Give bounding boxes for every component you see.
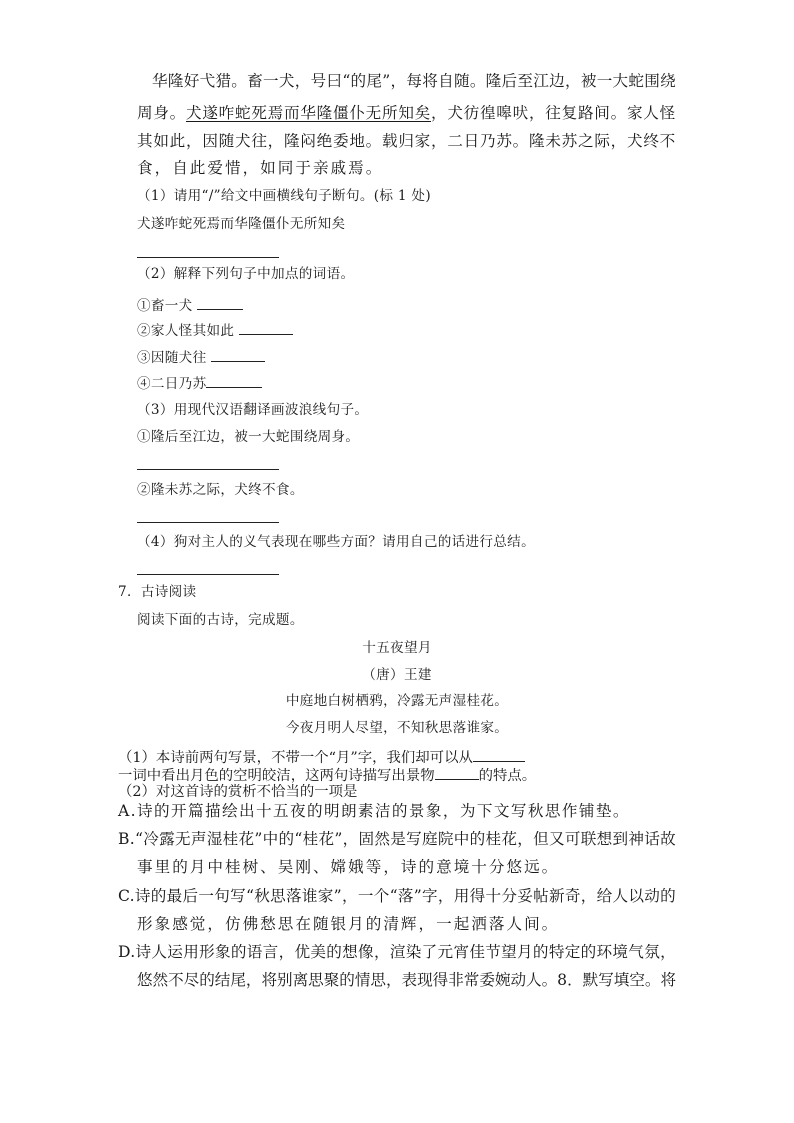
p1-text-a: （1）本诗前两句写景，不带一个“月”字，我们却可以从	[118, 750, 473, 766]
q1-sentence: 犬遂咋蛇死焉而华隆僵仆无所知矣	[137, 216, 346, 232]
option-c-line-1: C.诗的最后一句写“秋思落谁家”，一个“落”字，用得十分妥帖新奇，给人以动的	[118, 887, 676, 905]
option-d-line-2: 悠然不尽的结尾，将别离思聚的情思，表现得非常委婉动人。8．默写填空。将	[137, 971, 676, 989]
q2-item-4-label: ④二日乃苏	[137, 376, 207, 392]
q3-sentence-2: ②隆未苏之际，犬终不食。	[137, 482, 304, 498]
q2-item-4	[137, 375, 262, 392]
option-a: A.诗的开篇描绘出十五夜的明朗素洁的景象，为下文写秋思作铺垫。	[118, 802, 630, 820]
underlined-sentence: 犬遂咋蛇死焉而华隆僵仆无所知矣	[186, 104, 431, 122]
poem-author: （唐）王建	[362, 667, 432, 683]
p1-text-b: 一词中看出月色的空明皎洁，这两句诗描写出景物	[118, 768, 435, 784]
option-b-line-1: B.“冷露无声湿桂花”中的“桂花”，固然是写庭院中的桂花，但又可联想到神话故	[118, 830, 676, 848]
q2-item-2-label: ②家人怪其如此	[137, 323, 235, 339]
passage-line-2-suffix: ，犬彷徨嗥吠，往复路间。家人怪	[430, 104, 676, 122]
q2-item-3	[137, 349, 265, 366]
q1-prompt: （1）请用“/”给文中画横线句子断句。(标 1 处)	[137, 188, 431, 204]
p1-line-2	[118, 767, 536, 783]
q2-item-3-label: ③因随犬往	[137, 350, 207, 366]
passage-line-4: 食，自此爱惜，如同于亲戚焉。	[137, 159, 384, 177]
q3-answer-line-1	[137, 469, 279, 470]
passage-line-3: 其如此，因随犬往，隆闷绝委地。载归家，二日乃苏。隆未苏之际，犬终不	[137, 132, 676, 150]
p1-blank-2[interactable]	[435, 767, 479, 780]
passage-line-1: 华隆好弋猎。畜一犬，号曰“的尾”，每将自随。隆后至江边，被一大蛇围绕	[152, 72, 676, 90]
q2-item-1-label: ①畜一犬	[137, 298, 193, 314]
option-c-line-2: 形象感觉，仿佛愁思在随银月的清辉，一起洒落人间。	[137, 915, 560, 933]
q2-blank-4[interactable]	[206, 375, 262, 388]
q1-answer-line	[137, 257, 279, 258]
option-d-line-1: D.诗人运用形象的语言，优美的想像，渲染了元宵佳节望月的特定的环境气氛，	[118, 943, 676, 961]
section7-heading: 7．古诗阅读	[118, 584, 197, 600]
passage-line-2-prefix: 周身。	[137, 104, 186, 122]
passage-line-2	[137, 106, 676, 122]
p1-line-1	[118, 749, 525, 765]
q3-sentence-1: ①隆后至江边，被一大蛇围绕周身。	[137, 429, 360, 445]
q4-answer-line	[137, 574, 279, 575]
p1-text-c: 的特点。	[478, 768, 537, 784]
q4-prompt: （4）狗对主人的义气表现在哪些方面？请用自己的话进行总结。	[137, 534, 535, 550]
q2-prompt: （2）解释下列句子中加点的词语。	[137, 266, 355, 282]
section7-instruction: 阅读下面的古诗，完成题。	[137, 612, 304, 628]
q2-blank-2[interactable]	[239, 322, 293, 335]
poem-line-1: 中庭地白树栖鸦，冷露无声湿桂花。	[285, 693, 509, 709]
option-b-line-2: 事里的月中桂树、吴刚、嫦娥等，诗的意境十分悠远。	[137, 858, 560, 876]
q2-blank-1[interactable]	[197, 297, 243, 310]
q2-blank-3[interactable]	[211, 349, 265, 362]
q3-prompt: （3）用现代汉语翻译画波浪线句子。	[137, 402, 369, 418]
q3-answer-line-2	[137, 522, 279, 523]
p2-prompt: （2）对这首诗的赏析不恰当的一项是	[118, 784, 358, 800]
q2-item-1	[137, 297, 243, 314]
p1-blank-1[interactable]	[473, 749, 525, 762]
q2-item-2	[137, 322, 293, 339]
poem-title: 十五夜望月	[362, 640, 432, 656]
poem-line-2: 今夜月明人尽望，不知秋思落谁家。	[285, 720, 509, 736]
